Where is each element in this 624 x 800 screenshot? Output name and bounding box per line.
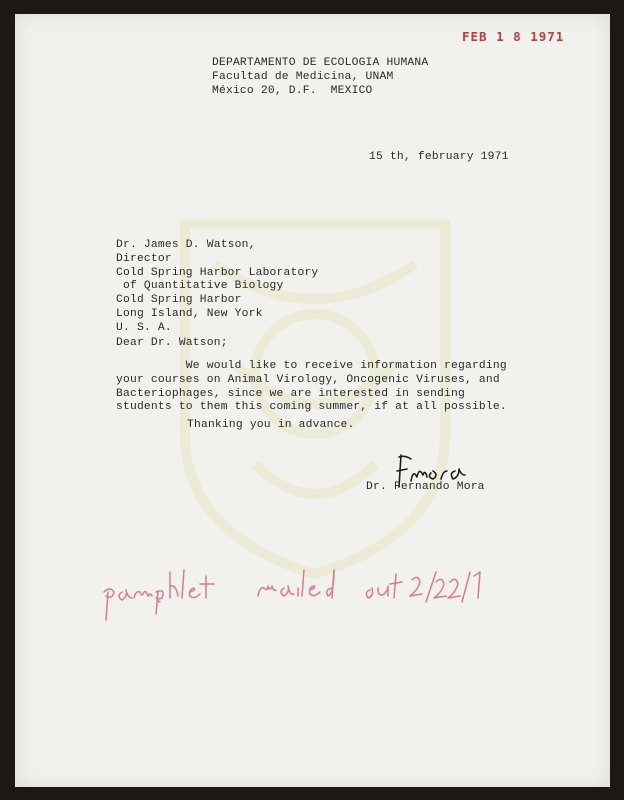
- signatory-name: Dr. Fernando Mora: [366, 481, 485, 493]
- letterhead-line: DEPARTAMENTO DE ECOLOGIA HUMANA: [212, 57, 429, 69]
- body-line: We would like to receive information regarding: [116, 360, 507, 372]
- handwritten-annotation: [100, 562, 500, 622]
- letterhead-line: Facultad de Medicina, UNAM: [212, 70, 394, 83]
- closing-line: Thanking you in advance.: [187, 419, 355, 431]
- address-line: of Quantitative Biology: [116, 280, 284, 293]
- letterhead: [212, 57, 428, 98]
- letterhead-line: México 20, D.F. MEXICO: [212, 84, 373, 97]
- body-line: your courses on Animal Virology, Oncogenic Viruses, and: [116, 373, 500, 386]
- recipient-address: [116, 239, 318, 336]
- address-line: Cold Spring Harbor Laboratory: [116, 266, 319, 279]
- salutation: Dear Dr. Watson;: [116, 337, 228, 349]
- letter-body: [116, 360, 507, 415]
- address-line: Dr. James D. Watson,: [116, 239, 256, 251]
- body-line: Bacteriophages, since we are interested in sending: [116, 387, 465, 400]
- address-line: Director: [116, 252, 172, 265]
- received-date-stamp: FEB 1 8 1971: [462, 29, 565, 44]
- address-line: Cold Spring Harbor: [116, 294, 242, 307]
- letter-date: 15 th, february 1971: [369, 151, 509, 163]
- letter-page: [15, 14, 610, 787]
- body-line: students to them this coming summer, if at all possible.: [116, 401, 507, 414]
- address-line: Long Island, New York: [116, 307, 263, 320]
- address-line: U. S. A.: [116, 321, 172, 334]
